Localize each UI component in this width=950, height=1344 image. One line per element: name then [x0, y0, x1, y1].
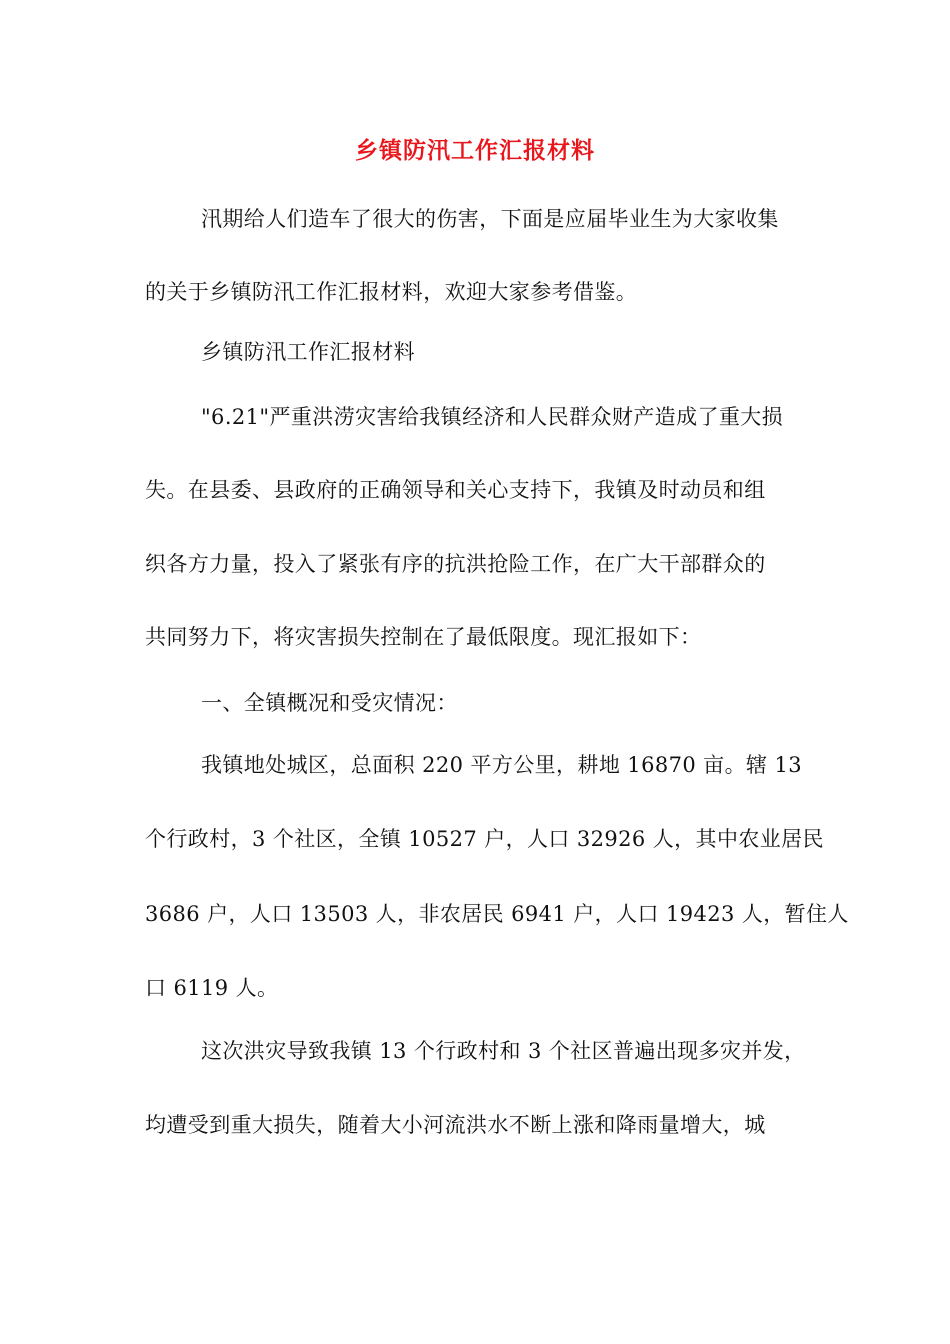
paragraph-line: 我镇地处城区，总面积 220 平方公里，耕地 16870 亩。辖 13 — [201, 753, 802, 777]
section-heading: 一、全镇概况和受灾情况： — [201, 691, 458, 715]
paragraph-line: 3686 户，人口 13503 人，非农居民 6941 户，人口 19423 人，暂住人 — [145, 902, 849, 926]
document-title: 乡镇防汛工作汇报材料 — [355, 137, 595, 164]
paragraph-line: "6.21"严重洪涝灾害给我镇经济和人民群众财产造成了重大损 — [201, 405, 784, 429]
paragraph-line: 共同努力下，将灾害损失控制在了最低限度。现汇报如下： — [145, 625, 702, 649]
paragraph-line: 个行政村，3 个社区，全镇 10527 户，人口 32926 人，其中农业居民 — [145, 827, 824, 851]
paragraph-line: 失。在县委、县政府的正确领导和关心支持下，我镇及时动员和组 — [145, 478, 766, 502]
paragraph-line: 的关于乡镇防汛工作汇报材料，欢迎大家参考借鉴。 — [145, 280, 638, 304]
paragraph-line: 均遭受到重大损失，随着大小河流洪水不断上涨和降雨量增大，城 — [145, 1113, 766, 1137]
paragraph-line: 汛期给人们造车了很大的伤害，下面是应届毕业生为大家收集 — [201, 207, 779, 231]
paragraph-line: 织各方力量，投入了紧张有序的抗洪抢险工作，在广大干部群众的 — [145, 552, 766, 576]
paragraph-line: 口 6119 人。 — [145, 976, 279, 1000]
paragraph-line: 这次洪灾导致我镇 13 个行政村和 3 个社区普遍出现多灾并发， — [201, 1039, 806, 1063]
section-heading: 乡镇防汛工作汇报材料 — [201, 340, 415, 364]
